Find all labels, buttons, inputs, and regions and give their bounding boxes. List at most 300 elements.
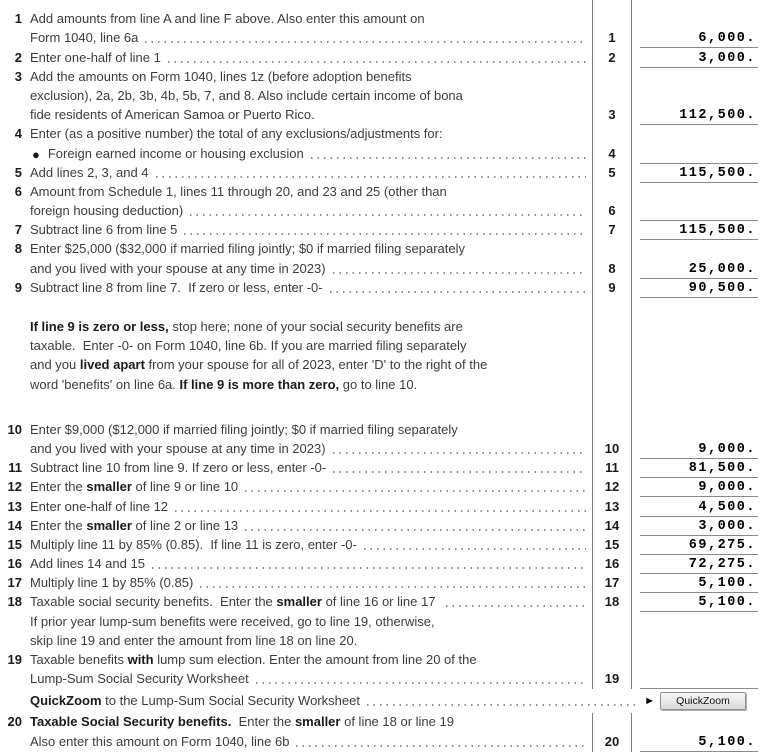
line-description [30,653,477,667]
line-ref-cell [593,459,632,478]
line-number: 7 [14,222,22,238]
description-cell [0,29,593,48]
line-description [30,615,435,629]
text-segment: Subtract line 10 from line 9. If zero or less, enter -0- [30,460,327,476]
text-segment: Lump-Sum Social Security Worksheet [30,671,249,687]
dotted-leader [175,510,586,512]
text-segment: Enter the [231,714,295,730]
text-segment: and you lived with your spouse at any time in 2023) [30,440,326,456]
line-ref-cell [593,375,632,394]
line-item-row [0,555,768,574]
line-number: 11 [8,460,22,476]
line-item-row [0,87,768,106]
line-ref-cell [593,574,632,593]
line-item-row [0,517,768,536]
line-item-row [0,240,768,259]
text-segment: of line 16 or line 17 [321,594,440,610]
description-cell [0,87,593,106]
text-segment: Subtract line 6 from line 5 [30,222,178,238]
description-cell [0,713,593,732]
line-number: 13 [7,498,22,514]
description-cell [0,183,593,202]
text-segment: of line 9 or line 10 [131,479,239,495]
line-ref: 1 [608,30,616,46]
note-row [0,375,768,394]
text-segment: Enter $25,000 ($32,000 if married filing jointly; $0 if married filing separately [30,241,466,257]
text-segment: Multiply line 1 by 85% (0.85) [30,575,194,591]
description-cell [0,478,593,497]
line-item-row [0,459,768,478]
line-item-row [0,612,768,631]
line-ref: 13 [604,498,620,514]
description-cell [0,421,593,440]
line-item-row [0,651,768,670]
line-item-row [0,670,768,689]
line-item-row [0,68,768,87]
quickzoom-arrow-icon: ► [644,694,655,707]
line-description [30,735,289,749]
line-description [30,480,238,494]
amount-field[interactable] [640,204,758,221]
line-ref: 10 [604,440,620,456]
description-cell [0,0,593,10]
amount-cell [632,318,768,337]
line-description [30,51,161,65]
description-cell [0,298,593,318]
description-cell [0,440,593,459]
text-segment: taxable. Enter -0- on Form 1040, line 6b. If you are married filing separately [30,338,467,354]
amount-field[interactable] [640,260,758,279]
line-ref-cell [593,144,632,163]
dotted-leader [145,41,586,43]
line-ref-cell [593,440,632,459]
note-text [30,320,463,334]
line-description [30,70,412,84]
amount-value: 3,000. [698,50,756,66]
line-number: 9 [14,279,22,295]
line-number: 1 [14,11,22,27]
description-cell [0,48,593,67]
line-item-row [0,144,768,163]
line-ref: 14 [604,517,620,533]
amount-cell [632,125,768,144]
amount-cell [632,106,768,125]
description-cell [0,732,593,751]
amount-cell [632,68,768,87]
amount-cell [632,478,768,497]
amount-cell [632,459,768,478]
line-item-row [0,259,768,278]
amount-cell [632,395,768,421]
line-ref-cell [593,356,632,375]
line-ref-cell [593,713,632,732]
line-description [30,262,326,276]
amount-value: 112,500. [679,108,756,124]
line-ref-cell [593,29,632,48]
line-number: 12 [7,479,22,495]
amount-value: 69,275. [688,537,756,553]
line-ref-cell [593,555,632,574]
description-cell [0,497,593,516]
line-ref-cell [593,421,632,440]
line-ref: 7 [608,222,616,238]
text-segment: Enter the [30,517,87,533]
line-ref-cell [593,651,632,670]
line-ref-cell [593,536,632,555]
line-item-row [0,10,768,29]
line-item-row [0,536,768,555]
text-segment: with [127,652,154,667]
line-description [30,12,425,26]
note-text [30,378,417,392]
amount-field[interactable] [640,164,758,183]
text-segment: of line 18 or line 19 [340,714,454,730]
note-row [0,337,768,356]
amount-value: 115,500. [679,223,756,239]
description-cell [0,356,593,375]
line-description [30,204,183,218]
description-cell [0,164,593,183]
amount-field[interactable] [640,536,758,555]
amount-cell [632,497,768,516]
line-description [30,108,315,122]
amount-field[interactable] [640,279,758,298]
line-ref: 11 [605,460,619,476]
amount-value: 5,100. [698,734,756,750]
dotted-leader [333,471,586,473]
text-segment: from your spouse for all of 2023, enter 'D' to the right of the [144,357,488,373]
line-number: 17 [7,575,22,591]
text-segment: smaller [86,479,132,495]
line-description [30,672,249,686]
amount-cell [632,574,768,593]
text-segment: foreign housing deduction) [30,203,184,219]
text-segment: If line 9 is more than zero, [179,376,340,392]
dotted-leader [184,233,586,235]
note-row [0,356,768,375]
dotted-leader [190,214,586,216]
amount-cell [632,202,768,221]
amount-cell [632,517,768,536]
line-description [30,461,326,475]
note-row [0,318,768,337]
spacer-row [0,0,768,10]
line-description [30,281,323,295]
text-segment: Enter one-half of line 1 [30,49,161,65]
line-ref-cell [593,593,632,612]
line-ref: 9 [608,279,616,295]
amount-cell [632,144,768,163]
text-segment: Add the amounts on Form 1040, lines 1z (before adoption benefits [30,68,412,84]
description-cell [0,125,593,144]
amount-field[interactable] [640,555,758,574]
line-description [30,500,168,514]
line-number: 18 [7,594,22,610]
amount-field[interactable] [640,593,758,612]
amount-value: 5,100. [698,576,756,592]
line-ref: 6 [608,203,616,219]
amount-field[interactable] [640,459,758,478]
description-cell [0,555,593,574]
amount-field[interactable] [640,147,758,164]
description-cell [0,202,593,221]
line-ref-cell [593,497,632,516]
dotted-leader [333,452,586,454]
line-number: 15 [7,536,22,552]
line-description [30,576,193,590]
line-number: 5 [14,164,22,180]
amount-cell [632,421,768,440]
text-segment: to the Lump-Sum Social Security Worksheet [101,693,360,709]
line-ref: 8 [608,260,616,276]
line-ref-cell [593,10,632,29]
dotted-leader [156,176,586,178]
text-segment: word 'benefits' on line 6a. [30,376,180,392]
amount-field[interactable] [640,574,758,593]
line-item-row [0,48,768,67]
description-cell [0,517,593,536]
line-item-row [0,574,768,593]
line-description [48,147,304,161]
text-segment: Enter $9,000 ($12,000 if married filing jointly; $0 if married filing separately [30,421,458,437]
line-description [30,519,238,533]
line-description [30,538,357,552]
amount-field[interactable] [640,733,758,752]
line-ref: 16 [604,556,620,572]
amount-field[interactable] [640,440,758,459]
amount-cell [632,183,768,202]
amount-cell [632,651,768,670]
line-description [30,557,145,571]
amount-cell [632,593,768,612]
line-ref: 2 [608,49,616,65]
text-segment: If prior year lump-sum benefits were received, go to line 19, otherwise, [30,613,435,629]
text-segment: Multiply line 11 by 85% (0.85). If line 11 is zero, enter -0- [30,536,357,552]
text-segment: and you [30,357,80,373]
text-segment: fide residents of American Samoa or Puerto Rico. [30,107,315,123]
dotted-leader [152,567,586,569]
line-number: 19 [7,652,22,667]
line-description [30,223,177,237]
line-ref-cell [593,612,632,631]
text-segment: Enter the [30,479,87,495]
text-segment: lump sum election. Enter the amount from line 20 of the [153,652,477,667]
amount-cell [632,10,768,29]
dotted-leader [446,605,586,607]
note-text [30,339,466,353]
amount-field[interactable] [640,498,758,517]
description-cell [0,68,593,87]
line-description [30,166,149,180]
line-description [30,185,447,199]
line-ref-cell [593,221,632,240]
line-number: 14 [7,517,22,533]
line-number: 10 [7,421,22,437]
amount-value: 6,000. [698,31,756,47]
amount-field[interactable] [640,478,758,497]
amount-field[interactable] [640,49,758,68]
text-segment: Amount from Schedule 1, lines 11 through 20, and 23 and 25 (other than [30,183,447,199]
text-segment: Add amounts from line A and line F above. Also enter this amount on [30,11,425,27]
amount-cell [632,375,768,394]
dotted-leader [296,745,586,747]
line-description [30,127,443,141]
description-cell [0,632,593,651]
note-text [30,358,487,372]
amount-cell [632,48,768,67]
line-description [30,31,138,45]
text-segment: exclusion), 2a, 2b, 3b, 4b, 5b, 7, and 8. Also include certain income of bona [30,87,463,103]
dotted-leader [333,272,586,274]
amount-cell [632,732,768,751]
quickzoom-button[interactable]: QuickZoom [660,692,746,710]
description-cell [0,670,593,689]
description-cell [0,221,593,240]
dotted-leader [364,548,586,550]
amount-cell [632,612,768,631]
amount-cell [632,279,768,298]
description-cell [0,106,593,125]
line-ref: 4 [608,145,616,161]
amount-field[interactable] [640,221,758,240]
line-item-row [0,440,768,459]
amount-cell [632,356,768,375]
dotted-leader [245,490,586,492]
line-item-row [0,497,768,516]
line-ref-cell [593,183,632,202]
line-ref-cell [593,279,632,298]
line-ref-cell [593,670,632,689]
spacer-row [0,395,768,421]
line-item-row [0,593,768,612]
amount-cell [632,164,768,183]
amount-value: 5,100. [698,595,756,611]
description-cell [0,459,593,478]
line-description [30,595,439,609]
spacer-row [0,298,768,318]
line-item-row [0,29,768,48]
line-item-row [0,202,768,221]
amount-cell [632,240,768,259]
text-segment: Foreign earned income or housing exclusion [47,145,304,161]
amount-field[interactable] [640,517,758,536]
description-cell [0,612,593,631]
text-segment: skip line 19 and enter the amount from line 18 on line 20. [30,632,358,648]
amount-cell [632,713,768,732]
line-ref-cell [593,632,632,651]
line-ref: 3 [608,107,616,123]
line-ref: 12 [604,479,620,495]
text-segment: Enter (as a positive number) the total of any exclusions/adjustments for: [30,126,443,142]
text-segment: go to line 10. [339,376,418,392]
line-item-row [0,713,768,732]
amount-cell [632,632,768,651]
line-ref-cell [593,259,632,278]
line-description [30,242,465,256]
amount-cell [632,259,768,278]
description-cell [0,395,593,421]
description-cell [0,574,593,593]
line-item-row [0,732,768,751]
line-ref-cell [593,240,632,259]
amount-cell [632,337,768,356]
line-item-row [0,125,768,144]
line-item-row [0,221,768,240]
amount-cell [632,221,768,240]
line-ref-cell [593,337,632,356]
line-description [30,634,357,648]
quickzoom-row [0,689,768,713]
amount-field[interactable] [640,672,758,689]
line-ref-cell [593,68,632,87]
line-ref-cell [593,318,632,337]
text-segment: Form 1040, line 6a [30,30,139,46]
description-cell [0,375,593,394]
line-description [30,442,326,456]
line-number: 16 [7,556,22,572]
amount-cell [632,536,768,555]
amount-value: 81,500. [688,461,756,477]
line-item-row [0,478,768,497]
text-segment: Taxable social security benefits. Enter the [30,594,277,610]
amount-value: 9,000. [698,441,756,457]
text-segment: stop here; none of your social security benefits are [168,319,463,334]
line-ref-cell [593,48,632,67]
description-cell [0,10,593,29]
dotted-leader [245,529,586,531]
line-item-row [0,106,768,125]
line-ref: 19 [604,671,620,687]
amount-cell [632,298,768,318]
line-number: 2 [14,49,22,65]
amount-value: 115,500. [679,165,756,181]
text-segment: Also enter this amount on Form 1040, line 6b [30,733,290,749]
amount-value: 4,500. [698,499,756,515]
line-ref: 5 [608,164,616,180]
line-item-row [0,164,768,183]
text-segment: If line 9 is zero or less, [30,319,169,334]
amount-value: 90,500. [688,280,756,296]
description-cell [0,536,593,555]
line-item-row [0,421,768,440]
text-segment: QuickZoom [30,693,102,709]
line-description [30,89,463,103]
line-ref: 17 [604,575,620,591]
amount-cell [632,555,768,574]
dotted-leader [367,704,636,706]
line-ref: 18 [604,594,620,610]
line-item-row [0,279,768,298]
line-item-row [0,183,768,202]
amount-cell [632,87,768,106]
line-item-row [0,632,768,651]
line-ref-cell [593,478,632,497]
description-cell [0,279,593,298]
dotted-leader [311,157,586,159]
line-ref-cell [593,125,632,144]
amount-field[interactable] [640,29,758,48]
description-cell [0,651,593,670]
line-description [30,423,458,437]
text-segment: and you lived with your spouse at any time in 2023) [30,260,326,276]
amount-field[interactable] [640,106,758,125]
line-ref: 15 [604,536,620,552]
line-ref-cell [593,202,632,221]
line-number: 20 [7,714,22,730]
amount-cell [632,0,768,10]
bullet-icon: ● [32,146,40,162]
description-cell [0,593,593,612]
